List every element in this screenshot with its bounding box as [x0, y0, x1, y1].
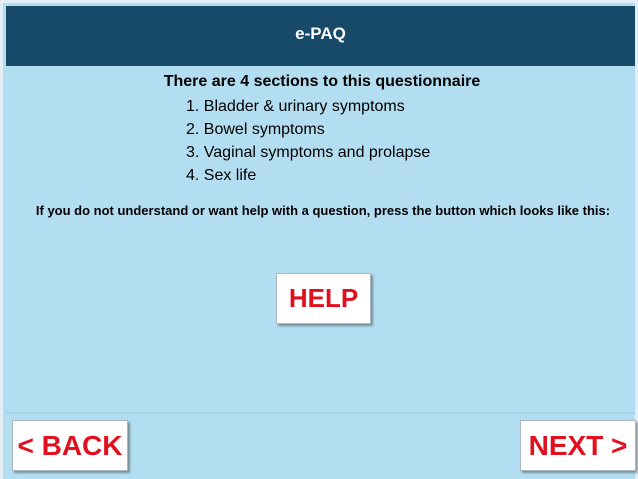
section-item-sex-life: 4. Sex life	[186, 167, 257, 184]
back-button[interactable]: < BACK	[12, 420, 128, 471]
next-button[interactable]: NEXT >	[520, 420, 636, 471]
app-header	[6, 6, 635, 66]
app-title: e-PAQ	[295, 24, 346, 43]
help-instruction-text: If you do not understand or want help with a question, press the button which looks like this:	[35, 203, 611, 218]
section-item-vaginal: 3. Vaginal symptoms and prolapse	[186, 144, 431, 161]
help-button[interactable]: HELP	[276, 273, 371, 324]
section-item-bowel: 2. Bowel symptoms	[186, 121, 325, 138]
footer-divider	[6, 412, 635, 414]
section-list	[186, 96, 430, 188]
section-item-bladder: 1. Bladder & urinary symptoms	[186, 98, 405, 115]
sections-heading: There are 4 sections to this questionnaire	[163, 73, 481, 90]
